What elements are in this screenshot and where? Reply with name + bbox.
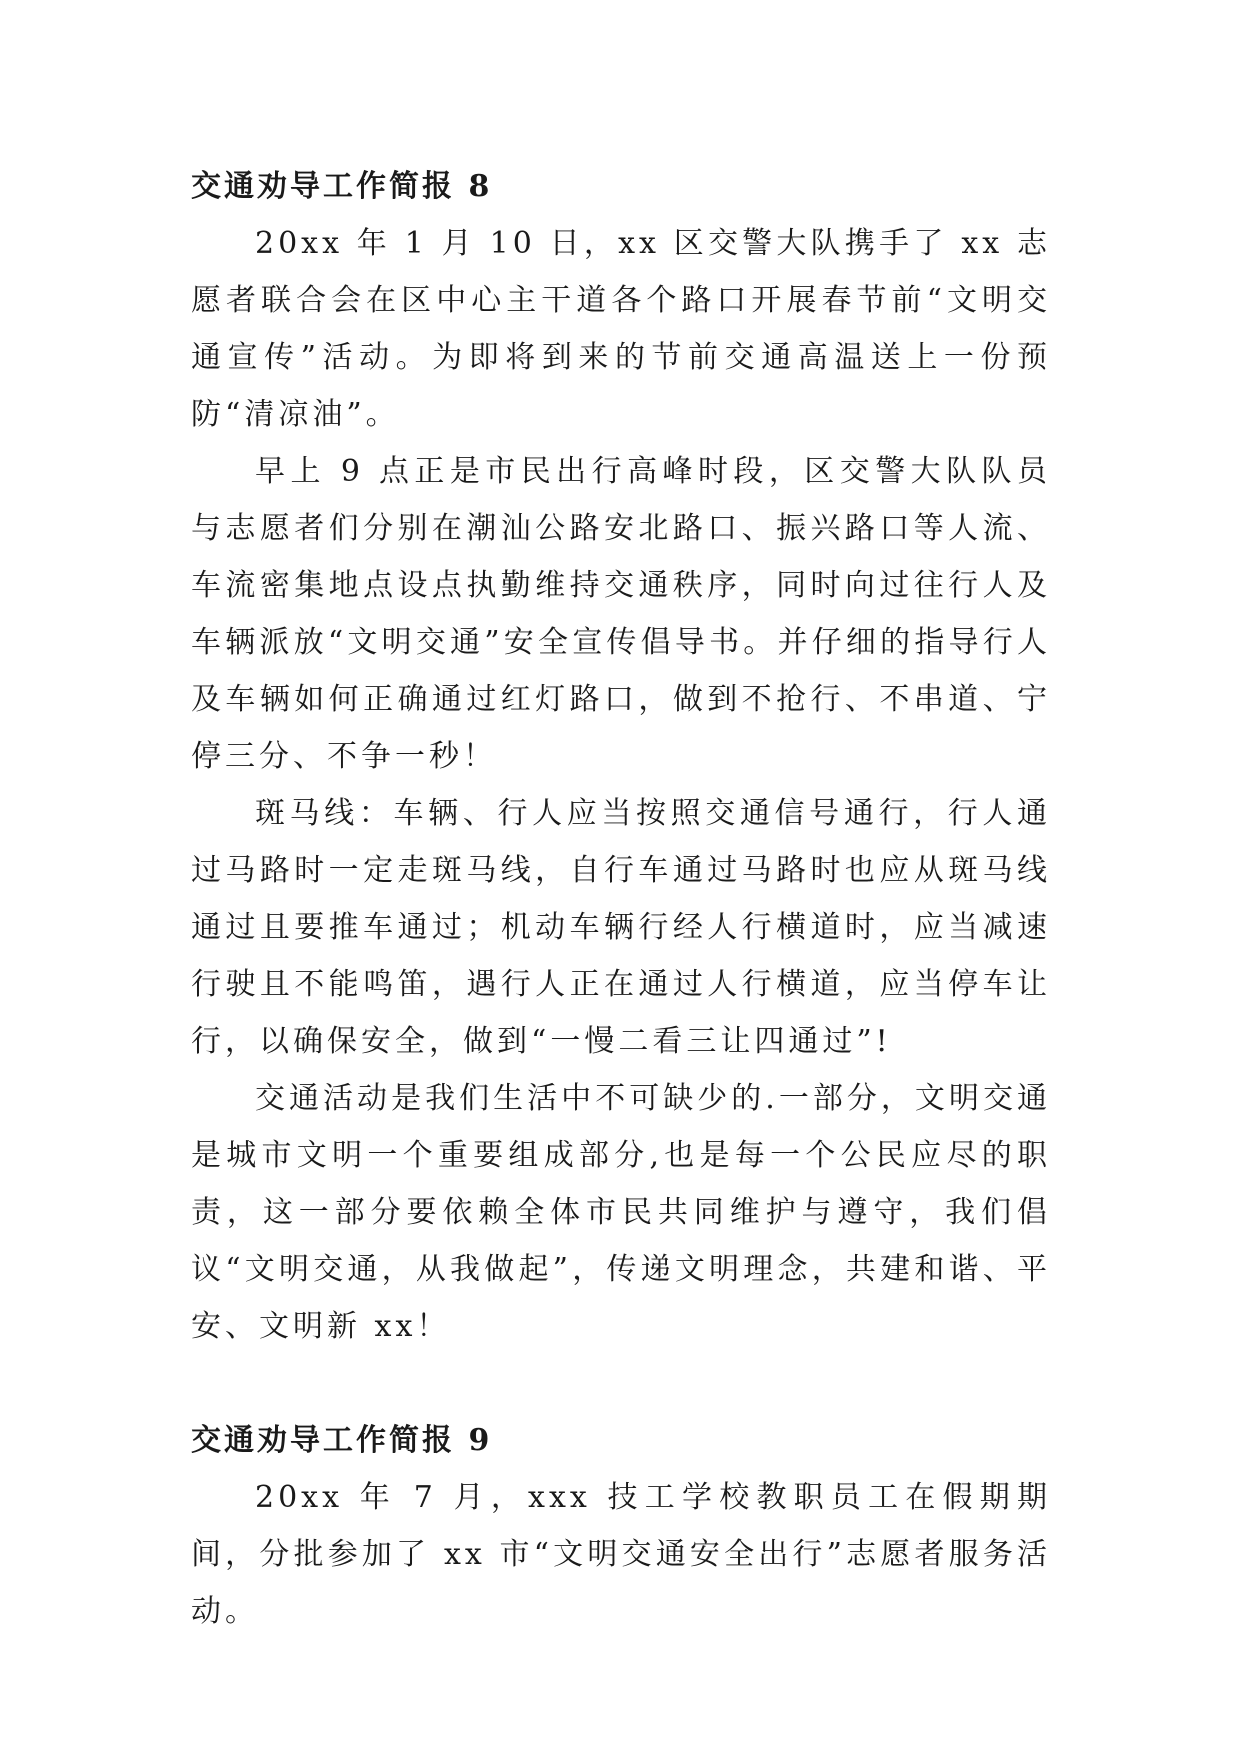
paragraph: 早上 9 点正是市民出行高峰时段，区交警大队队员与志愿者们分别在潮汕公路安北路口、振兴路口等人流、车流密集地点设点执勤维持交通秩序，同时向过往行人及车辆派放“文明交通”安全宣传倡导书。并仔细的指导行人及车辆如何正确通过红灯路口，做到不抢行、不串道、宁停三分、不争一秒！ <box>191 454 1051 774</box>
document-page <box>191 158 1051 1640</box>
section-heading: 交通劝导工作简报 8 <box>191 169 493 204</box>
report-section-9 <box>191 1412 1051 1640</box>
section-heading: 交通劝导工作简报 9 <box>191 1423 493 1458</box>
paragraph: 交通活动是我们生活中不可缺少的.一部分，文明交通是城市文明一个重要组成部分,也是每一个公民应尽的职责，这一部分要依赖全体市民共同维护与遵守，我们倡议“文明交通，从我做起”，传递文明理念，共建和谐、平安、文明新 xx！ <box>191 1081 1051 1344</box>
paragraph: 20xx 年 1 月 10 日，xx 区交警大队携手了 xx 志愿者联合会在区中心主干道各个路口开展春节前“文明交通宣传”活动。为即将到来的节前交通高温送上一份预防“清凉油”。 <box>191 226 1051 432</box>
paragraph: 斑马线：车辆、行人应当按照交通信号通行，行人通过马路时一定走斑马线，自行车通过马路时也应从斑马线通过且要推车通过；机动车辆行经人行横道时，应当减速行驶且不能鸣笛，遇行人正在通过人行横道，应当停车让行，以确保安全，做到“一慢二看三让四通过”! <box>191 796 1051 1059</box>
report-section-8 <box>191 158 1051 1355</box>
paragraph: 20xx 年 7 月，xxx 技工学校教职员工在假期期间，分批参加了 xx 市“文明交通安全出行”志愿者服务活动。 <box>191 1480 1051 1629</box>
